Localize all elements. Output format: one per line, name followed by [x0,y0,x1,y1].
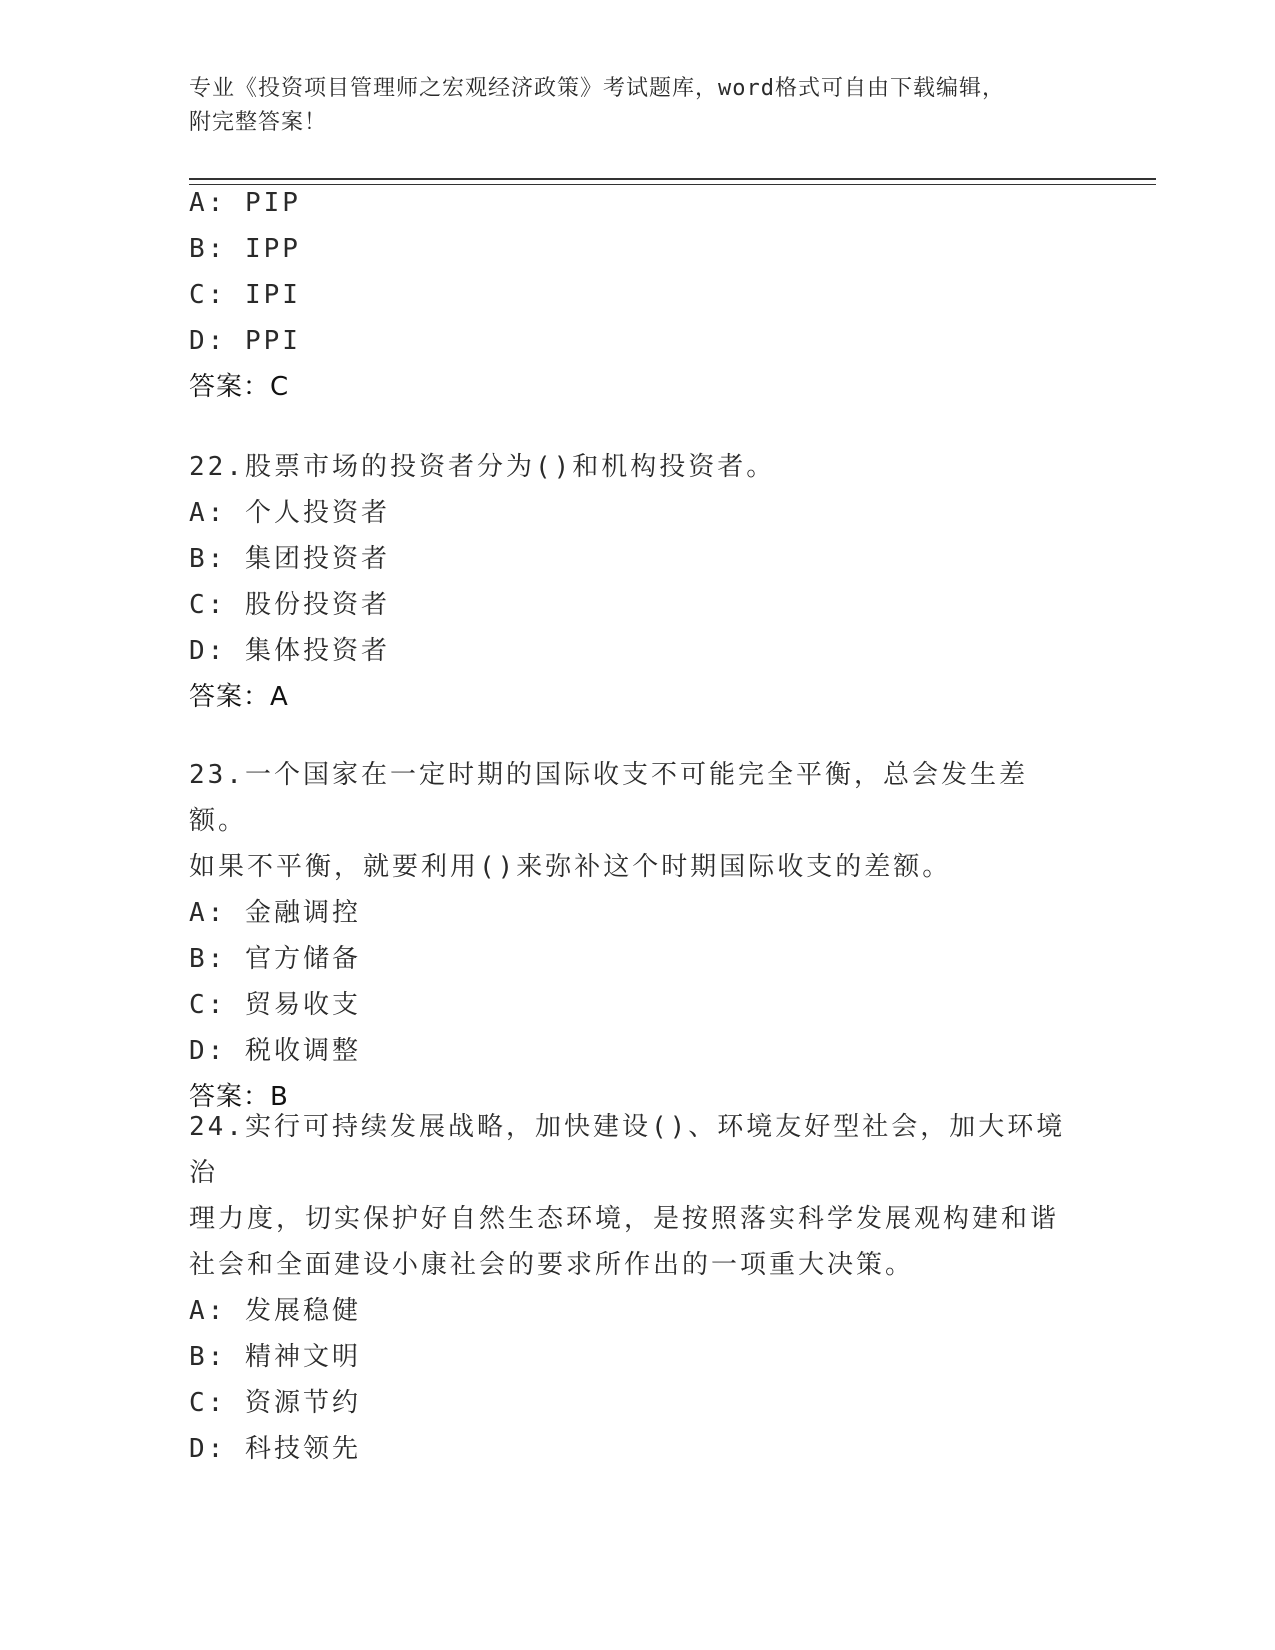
option-d: D: PPI [189,326,301,356]
question-22 [189,444,1089,720]
option-c: C: 股份投资者 [189,590,390,620]
option-a: A: 个人投资者 [189,498,390,528]
option-c: C: 资源节约 [189,1388,361,1418]
page-header [189,72,1069,140]
answer: 答案：B [189,1082,289,1112]
option-b: B: 集团投资者 [189,544,390,574]
question-24 [189,1104,1089,1472]
option-a: A: 金融调控 [189,898,361,928]
option-c: C: IPI [189,280,301,310]
option-c: C: 贸易收支 [189,990,361,1020]
question-23 [189,752,1089,1120]
question-21 [189,180,1089,410]
question-stem-line-1: 24.实行可持续发展战略，加快建设()、环境友好型社会，加大环境治 [189,1112,1066,1188]
option-a: A: PIP [189,188,301,218]
header-line-2: 附完整答案！ [189,110,328,135]
option-d: D: 科技领先 [189,1434,361,1464]
answer: 答案：C [189,372,290,402]
option-d: D: 税收调整 [189,1036,361,1066]
option-d: D: 集体投资者 [189,636,390,666]
question-stem-line-1: 23.一个国家在一定时期的国际收支不可能完全平衡，总会发生差额。 [189,760,1028,836]
option-b: B: 精神文明 [189,1342,361,1372]
option-a: A: 发展稳健 [189,1296,361,1326]
question-stem-line-3: 社会和全面建设小康社会的要求所作出的一项重大决策。 [189,1250,915,1280]
question-stem-line-2: 理力度，切实保护好自然生态环境，是按照落实科学发展观构建和谐 [189,1204,1060,1234]
question-stem-line-2: 如果不平衡，就要利用()来弥补这个时期国际收支的差额。 [189,852,952,882]
question-stem: 22.股票市场的投资者分为()和机构投资者。 [189,452,776,482]
answer: 答案：A [189,682,289,712]
option-b: B: 官方储备 [189,944,361,974]
option-b: B: IPP [189,234,301,264]
header-line-1: 专业《投资项目管理师之宏观经济政策》考试题库，word格式可自由下载编辑， [189,76,1005,101]
